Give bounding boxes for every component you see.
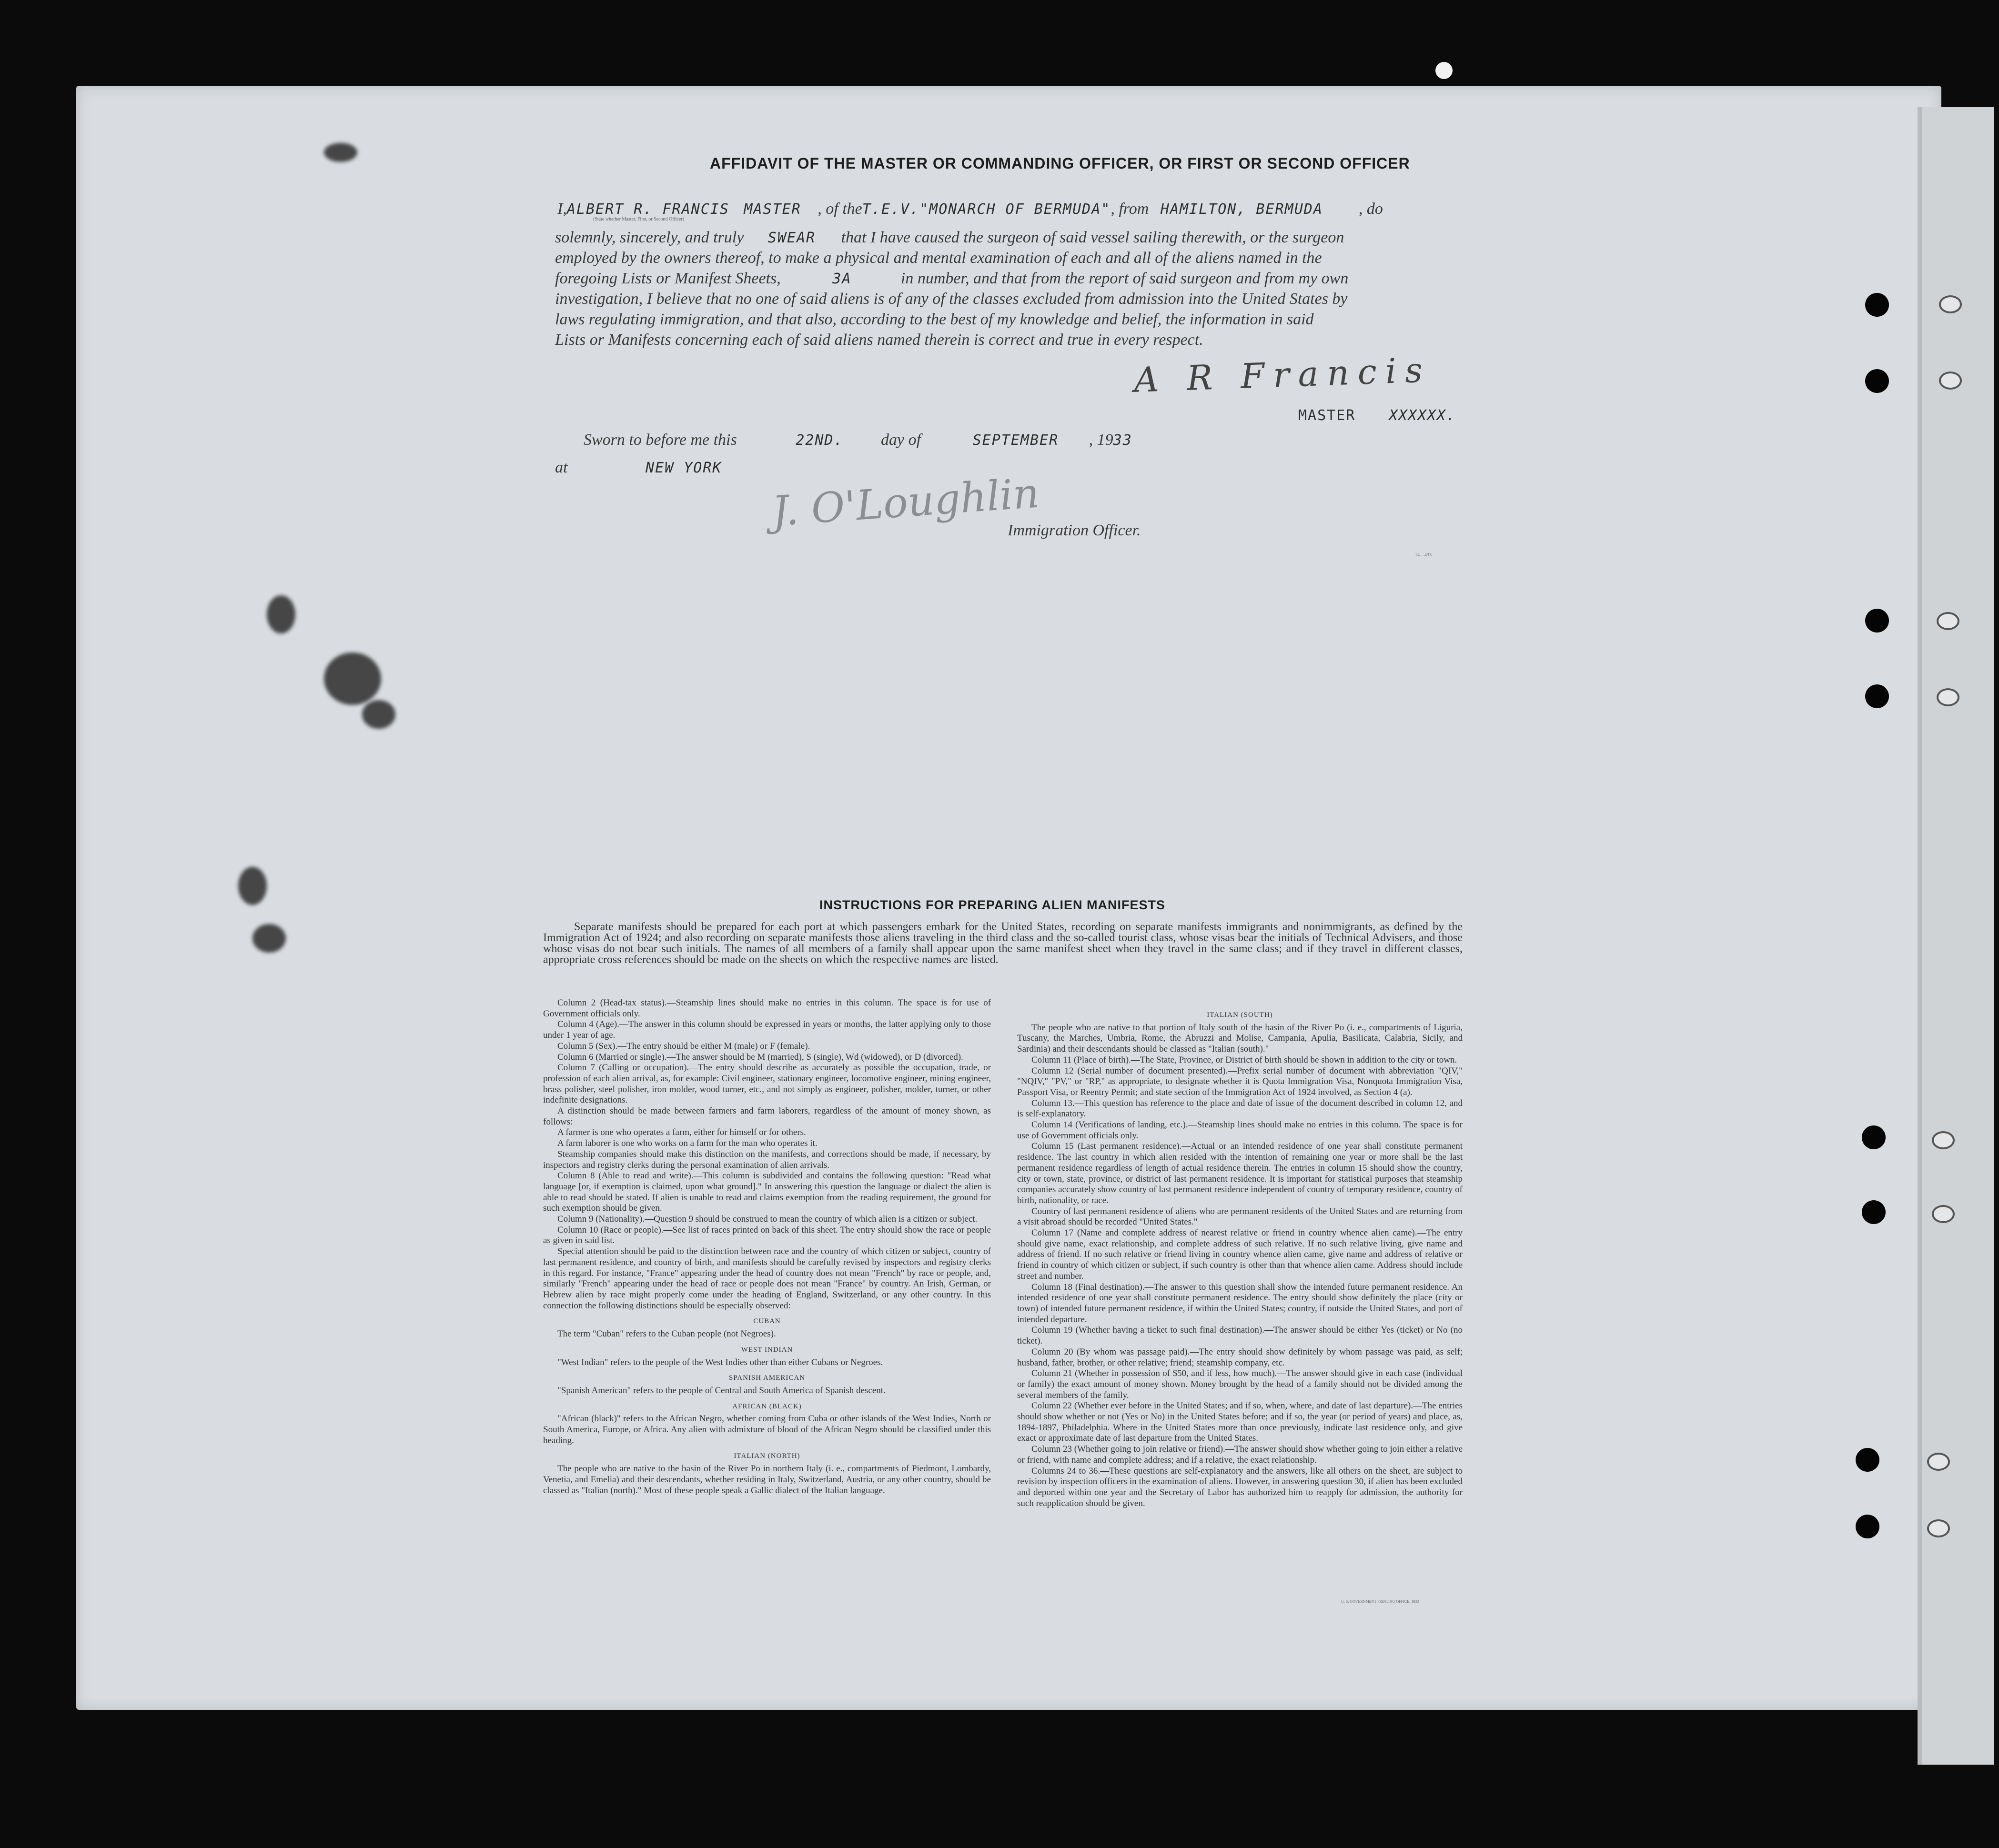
ink-stain: [252, 924, 286, 953]
instruction-paragraph: Column 22 (Whether ever before in the United States; and if so, when, where, and date of last departure).—The entries should show whether or not (Yes or No) in the United States before; and if so, the year (or period of years) and place, as, 1894-1897, Philadelphia. Where in the United States more than once previously, indicate last residence only, and give exact or approximate date of last departure from the United States.: [1017, 1401, 1463, 1444]
punch-hole: [1865, 609, 1889, 633]
section-text: "Spanish American" refers to the people of Central and South America of Spanish descent.: [557, 1385, 886, 1396]
punch-hole: [1865, 293, 1889, 317]
master-signature: A R Francis: [1133, 350, 1432, 400]
instruction-paragraph: Country of last permanent residence of aliens who are permanent residents of the United States and are returning from a visit abroad should be recorded "United States.": [1017, 1206, 1463, 1227]
instruction-paragraph: Column 20 (By whom was passage paid).—The entry should show definitely by whom passage was paid, as self; husband, father, brother, or other relative; friend; steamship company, etc.: [1017, 1346, 1463, 1368]
binding-strip: [1918, 107, 1994, 1765]
printer-line: U. S. GOVERNMENT PRINTING OFFICE: 1933: [1341, 1599, 1419, 1604]
ink-stain: [362, 700, 395, 729]
section-text: "African (black)" refers to the African Negro, whether coming from Cuba or other islands of the West Indies, North or South America, Europe, or Africa. Any alien with admixture of blood of the African Negro should be classified under this heading.: [543, 1414, 991, 1446]
right-paragraphs: [1017, 1023, 1463, 1509]
officer-signature: J. O'Loughlin: [770, 469, 1041, 536]
affidavit-title: AFFIDAVIT OF THE MASTER OR COMMANDING OFFICER, OR FIRST OR SECOND OFFICER: [710, 155, 1410, 172]
master-name: ALBERT R. FRANCIS: [566, 201, 729, 218]
affidavit-line-6: laws regulating immigration, and that also, according to the best of my knowledge and belief, the information in said: [555, 311, 1314, 328]
instructions-title: INSTRUCTIONS FOR PREPARING ALIEN MANIFESTS: [819, 898, 1166, 912]
instruction-paragraph: Column 19 (Whether having a ticket to such final destination).—The answer should be either Yes (ticket) or No (no ticket).: [1017, 1325, 1463, 1346]
ink-stain: [324, 143, 357, 162]
section-text: "West Indian" refers to the people of the West Indies other than either Cubans or Negroes.: [557, 1357, 883, 1367]
instruction-paragraph: Column 21 (Whether in possession of $50, and if less, how much).—The answer should give in each case (individual or family) the exact amount of money shown. Money brought by the head of a family should not be divided among the several members of the family.: [1017, 1368, 1463, 1400]
grommet: [1939, 295, 1962, 313]
from-label: , from: [1111, 200, 1149, 218]
line4-start: foregoing Lists or Manifest Sheets,: [555, 270, 781, 287]
instruction-paragraph: A farmer is one who operates a farm, either for himself or for others.: [557, 1127, 806, 1138]
punch-hole: [1856, 1448, 1879, 1472]
instructions-right-column: [1017, 1005, 1463, 1509]
signature-title: [1298, 407, 1456, 424]
officer-rank: MASTER: [744, 201, 801, 218]
instruction-paragraph: A distinction should be made between farmers and farm laborers, regardless of the amount of money shown, as follows:: [543, 1106, 991, 1127]
instructions-intro: Separate manifests should be prepared for each port at which passengers embark for the United States, recording on separate manifests immigrants and nonimmigrants, as defined by the Immigration Act of 1924; and also recording on separate manifests those aliens traveling in the third class and the so-called tourist class, whose visas bear the initials of Technical Advisers, and those whose visas do not bear such initials. The names of all members of a family shall appear upon the same manifest sheet when they travel in the same class; and if they travel in different classes, appropriate cross references should be made on the sheets on which the respective names are listed.: [543, 921, 1463, 966]
section-heading: CUBAN: [753, 1317, 781, 1326]
place-line: [555, 459, 722, 477]
sworn-year: 33: [1113, 432, 1132, 449]
punch-hole: [1862, 1200, 1886, 1224]
affidavit-line-7: Lists or Manifests concerning each of said aliens named therein is correct and true in every respect.: [555, 331, 1203, 349]
instruction-paragraph: Column 12 (Serial number of document presented).—Prefix serial number of document with abbreviation "QIV," "NQIV," "PV," or "RP," as appropriate, to designate whether it is Quota Immigration Visa, Nonquota Immigration Visa, Passport Visa, or Reentry Permit; and state section of the Immigration Act of 1924 involved, as Section 4 (a).: [1017, 1065, 1463, 1097]
of-the-label: , of the: [818, 200, 862, 218]
sworn-day: 22ND.: [796, 432, 844, 449]
officer-title: Immigration Officer.: [1008, 522, 1141, 539]
instruction-paragraph: Special attention should be paid to the distinction between race and the country of which citizen or subject, country of last permanent residence, and country of birth, and manifests should be carefully revised by inspectors and registry clerks in this regard. For instance, "France" appearing under the head of country does not mean "French" by race or people, and, similarly "French" appearing under the head of race or people does not mean "France" by country. An Irish, German, or Hebrew alien by race might properly come under the heading of England, Switzerland, or any other country. In this connection the following distinctions should be especially observed:: [543, 1246, 991, 1311]
sworn-line: [584, 431, 1132, 449]
punch-hole: [1862, 1125, 1886, 1149]
instruction-paragraph: Column 10 (Race or people).—See list of races printed on back of this sheet. The entry should show the race or people as given in said list.: [543, 1225, 991, 1246]
instruction-paragraph: Column 8 (Able to read and write).—This column is subdivided and contains the following question: "Read what language [or, if exemption is claimed, upon what ground]." In answering this question the language or dialect the alien is able to read should be stated. If alien is unable to read and claims exemption from the reading requirement, the ground for such exemption should be given.: [543, 1171, 991, 1214]
at-label: at: [555, 459, 568, 476]
sworn-place: NEW YORK: [645, 460, 722, 476]
affidavit-line-5: investigation, I believe that no one of said aliens is of any of the classes excluded from admission into the United States by: [555, 290, 1348, 308]
grommet: [1939, 372, 1962, 390]
line2-end: that I have caused the surgeon of said vessel sailing therewith, or the surgeon: [841, 229, 1344, 246]
sworn-month: SEPTEMBER: [972, 432, 1059, 449]
affidavit-line-1: [557, 200, 1383, 218]
instruction-paragraph: A farm laborer is one who works on a farm for the man who operates it.: [557, 1138, 818, 1149]
section-heading: SPANISH AMERICAN: [728, 1374, 806, 1382]
day-of-label: day of: [881, 431, 921, 449]
instruction-paragraph: Columns 24 to 36.—These questions are self-explanatory and the answers, like all others on the sheet, are subject to revision by inspection officers in the examination of aliens. However, in answering question 30, if alien has been excluded and deported within one year and the Secretary of Labor has authorized him to reapply for admission, the authority for such reapplication should be given.: [1017, 1466, 1463, 1508]
instruction-paragraph: Column 11 (Place of birth).—The State, Province, or District of birth should be shown in addition to the city or town.: [1031, 1055, 1457, 1065]
instruction-paragraph: Column 6 (Married or single).—The answer should be M (married), S (single), Wd (widowed), or D (divorced).: [557, 1052, 963, 1062]
instruction-paragraph: Column 13.—This question has reference to the place and date of issue of the document described in column 12, and is self-explanatory.: [1017, 1098, 1463, 1119]
departure-port: HAMILTON, BERMUDA: [1160, 201, 1323, 218]
grommet: [1932, 1205, 1955, 1223]
ink-stain: [238, 867, 267, 905]
section-text: The people who are native to the basin of the River Po in northern Italy (i. e., compartments of Piedmont, Lombardy, Venetia, and Emelia) and their descendants, whether residing in Italy, Switzerland, Austria, or any other country, should be classed as "Italian (north)." Most of these people speak a Gallic dialect of the Italian language.: [543, 1464, 991, 1496]
instruction-paragraph: Column 7 (Calling or occupation).—The entry should describe as accurately as possible the occupation, trade, or profession of each alien arrival, as, for example: Civil engineer, stationary engineer, locomotive engineer, mining engineer, brass polisher, steel polisher, iron molder, wood turner, etc., and not simply as engineer, polisher, molder, turner, or other indefinite designations.: [543, 1063, 991, 1105]
sworn-label: Sworn to before me this: [584, 431, 737, 449]
sheet-count: 3A: [832, 271, 852, 287]
form-number: 14—433: [1415, 552, 1432, 558]
instruction-paragraph: Column 2 (Head-tax status).—Steamship lines should make no entries in this column. The space is for use of Government officials only.: [543, 998, 991, 1019]
year-prefix: , 19: [1089, 431, 1113, 449]
instruction-paragraph: Column 15 (Last permanent residence).—Actual or an intended residence of one year shall constitute permanent residence. The last country in which alien resided with the intention of remaining one year or more shall be the last permanent residence regardless of length of actual residence therein. The entries in column 15 should show the country, city or town, state, province, or district of last permanent residence. It is important for statistical purposes that steamship companies accurately show country of last permanent residence independent of country of temporary residence, country of birth, nationality, or race.: [1017, 1141, 1463, 1205]
i-label: I,: [557, 200, 567, 218]
section-heading: AFRICAN (BLACK): [732, 1402, 802, 1410]
instruction-paragraph: Column 14 (Verifications of landing, etc.).—Steamship lines should make no entries in this column. The space is for use of Government officials only.: [1017, 1120, 1463, 1141]
affidavit-line-2: [555, 229, 1344, 247]
section-text: The term "Cuban" refers to the Cuban people (not Negroes).: [557, 1329, 776, 1339]
grommet: [1927, 1453, 1950, 1471]
ink-stain: [267, 595, 295, 633]
left-paragraphs: [543, 998, 991, 1311]
affidavit-line-4: [555, 270, 1348, 288]
grommet: [1937, 688, 1959, 706]
oath-word: SWEAR: [767, 230, 816, 246]
instruction-paragraph: The people who are native to that portion of Italy south of the basin of the River Po (i. e., compartments of Liguria, Tuscany, the Marches, Umbria, Rome, the Abruzzi and Molise, Campania, Apulia, Basilicata, Calabria, Sicily, and Sardinia) and their descendants should be classed as "Italian (south).": [1017, 1022, 1463, 1055]
grommet: [1937, 612, 1959, 630]
instruction-paragraph: Column 18 (Final destination).—The answer to this question shall show the intended future permanent residence. An intended residence of one year shall constitute permanent residence. The entry should show definitely the place (city or town) of intended future permanent residence, if within the United States; country, if outside the United States, and port of intended departure.: [1017, 1282, 1463, 1325]
master-title: MASTER: [1298, 407, 1356, 424]
punch-hole: [1865, 369, 1889, 393]
punch-hole: [1865, 684, 1889, 708]
struck-text: XXXXXX.: [1389, 407, 1456, 424]
grommet: [1927, 1519, 1950, 1537]
ink-stain: [324, 653, 381, 705]
line4-end: in number, and that from the report of said surgeon and from my own: [900, 270, 1349, 287]
instruction-paragraph: Steamship companies should make this distinction on the manifests, and corrections should be made, if necessary, by inspectors and registry clerks during the personal examination of alien arrivals.: [543, 1149, 991, 1170]
punch-hole: [1435, 62, 1453, 79]
solemnly-label: solemnly, sincerely, and truly: [555, 229, 744, 246]
section-heading: ITALIAN (NORTH): [734, 1452, 800, 1460]
grommet: [1932, 1131, 1955, 1149]
do-label: , do: [1358, 200, 1383, 218]
punch-hole: [1856, 1515, 1879, 1538]
section-heading: WEST INDIAN: [741, 1346, 793, 1354]
instruction-paragraph: Column 23 (Whether going to join relative or friend).—The answer should show whether going to join either a relative or friend, with name and complete address; and if a relative, the exact relationship.: [1017, 1444, 1463, 1465]
instruction-paragraph: Column 17 (Name and complete address of nearest relative or friend in country whence alien came).—The entry should give name, exact relationship, and complete address of such relative. If no such relative living, give name and address of friend. If no such relative or friend living in country whence alien came, give name and address of relative or friend in country of which citizen or subject, if such country is other than that whence alien came. Address should include street and number.: [1017, 1228, 1463, 1281]
right-heading: ITALIAN (SOUTH): [1207, 1011, 1273, 1019]
vessel-name: T.E.V."MONARCH OF BERMUDA": [862, 201, 1111, 218]
instruction-paragraph: Column 4 (Age).—The answer in this column should be expressed in years or months, the latter applying only to those under 1 year of age.: [543, 1019, 991, 1041]
instruction-paragraph: Column 5 (Sex).—The entry should be either M (male) or F (female).: [557, 1041, 810, 1051]
affidavit-line-3: employed by the owners thereof, to make a physical and mental examination of each and all of the aliens named in the: [555, 249, 1322, 267]
rank-note: (State whether Master, First, or Second Officer): [593, 217, 685, 222]
instruction-paragraph: Column 9 (Nationality).—Question 9 should be construed to mean the country of which alien is a citizen or subject.: [557, 1214, 978, 1225]
instructions-left-column: [543, 998, 991, 1496]
race-definitions: [543, 1316, 991, 1496]
